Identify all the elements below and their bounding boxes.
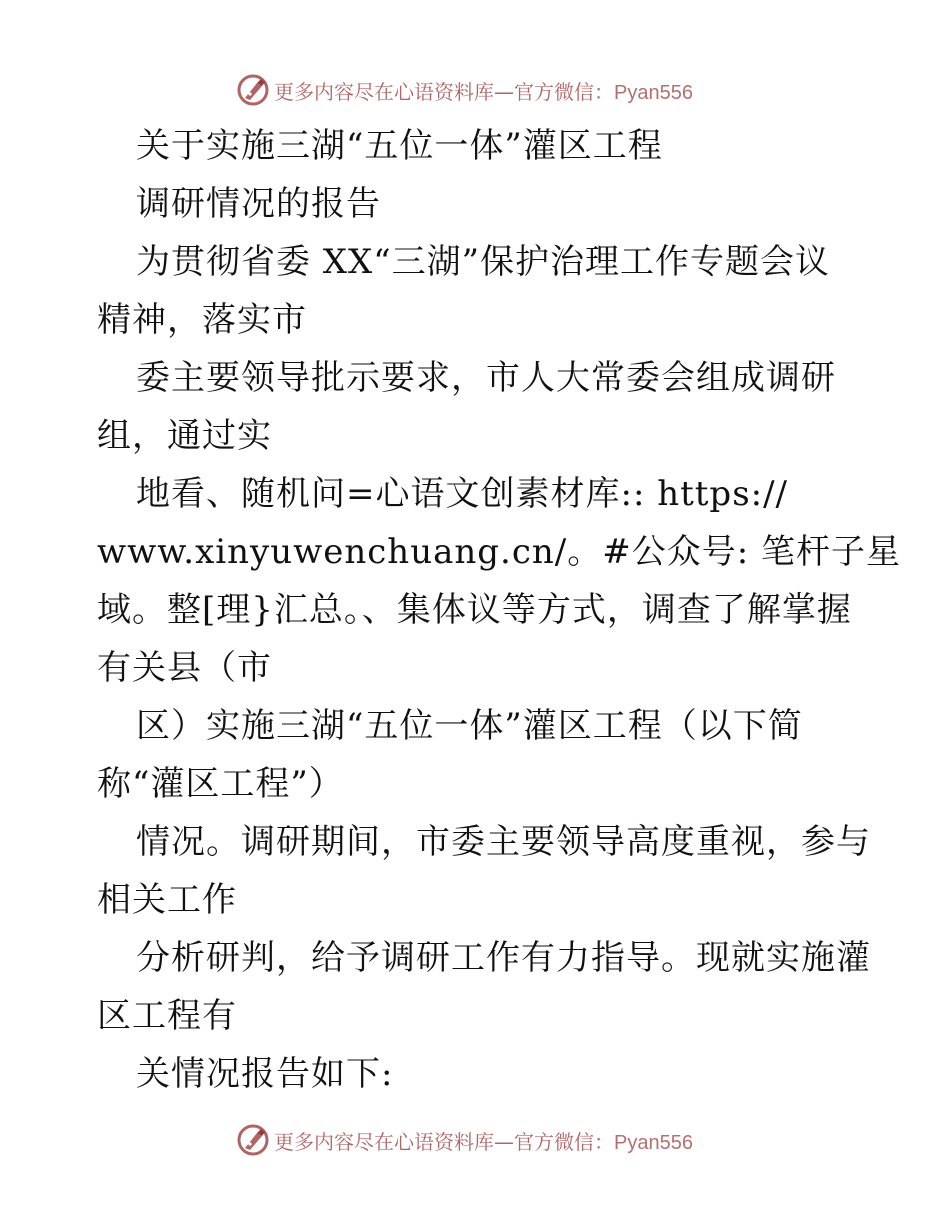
watermark-text: 更多内容尽在心语资料库—官方微信：Pyan556 [274,79,693,104]
paragraph-line: 关情况报告如下: [136,1054,394,1094]
watermark-text: 更多内容尽在心语资料库—官方微信：Pyan556 [274,1129,693,1154]
paragraph-line: 域。整[理}汇总。、集体议等方式，调查了解掌握 [97,590,852,630]
paragraph-line: 委主要领导批示要求，市人大常委会组成调研 [136,358,836,398]
pen-nib-logo-icon [236,73,270,107]
paragraph-line: 称“灌区工程”） [97,764,344,804]
paragraph-line: 相关工作 [97,880,237,920]
paragraph-line: 区）实施三湖“五位一体”灌区工程（以下简 [136,706,803,746]
paragraph-line: 为贯彻省委 XX“三湖”保护治理工作专题会议 [136,242,830,282]
paragraph-line: 组，通过实 [97,416,272,456]
watermark-wechat-id: Pyan556 [614,1131,693,1154]
paragraph-line: 情况。调研期间，市委主要领导高度重视，参与 [136,822,871,862]
paragraph-line: 地看、随机问=心语文创素材库:: https:// [136,474,789,514]
watermark-header [236,73,693,107]
paragraph-line: 分析研判，给予调研工作有力指导。现就实施灌 [136,938,871,978]
watermark-footer [236,1123,693,1157]
watermark-wechat-id: Pyan556 [614,81,693,104]
pen-nib-logo-icon [236,1123,270,1157]
document-title-line-1: 关于实施三湖“五位一体”灌区工程 [136,126,663,166]
document-title-line-2: 调研情况的报告 [136,184,381,224]
paragraph-line: 精神，落实市 [97,300,307,340]
paragraph-line: 有关县（市 [97,648,272,688]
paragraph-line: www.xinyuwenchuang.cn/。#公众号: 笔杆子星 [97,532,901,572]
paragraph-line: 区工程有 [97,996,237,1036]
